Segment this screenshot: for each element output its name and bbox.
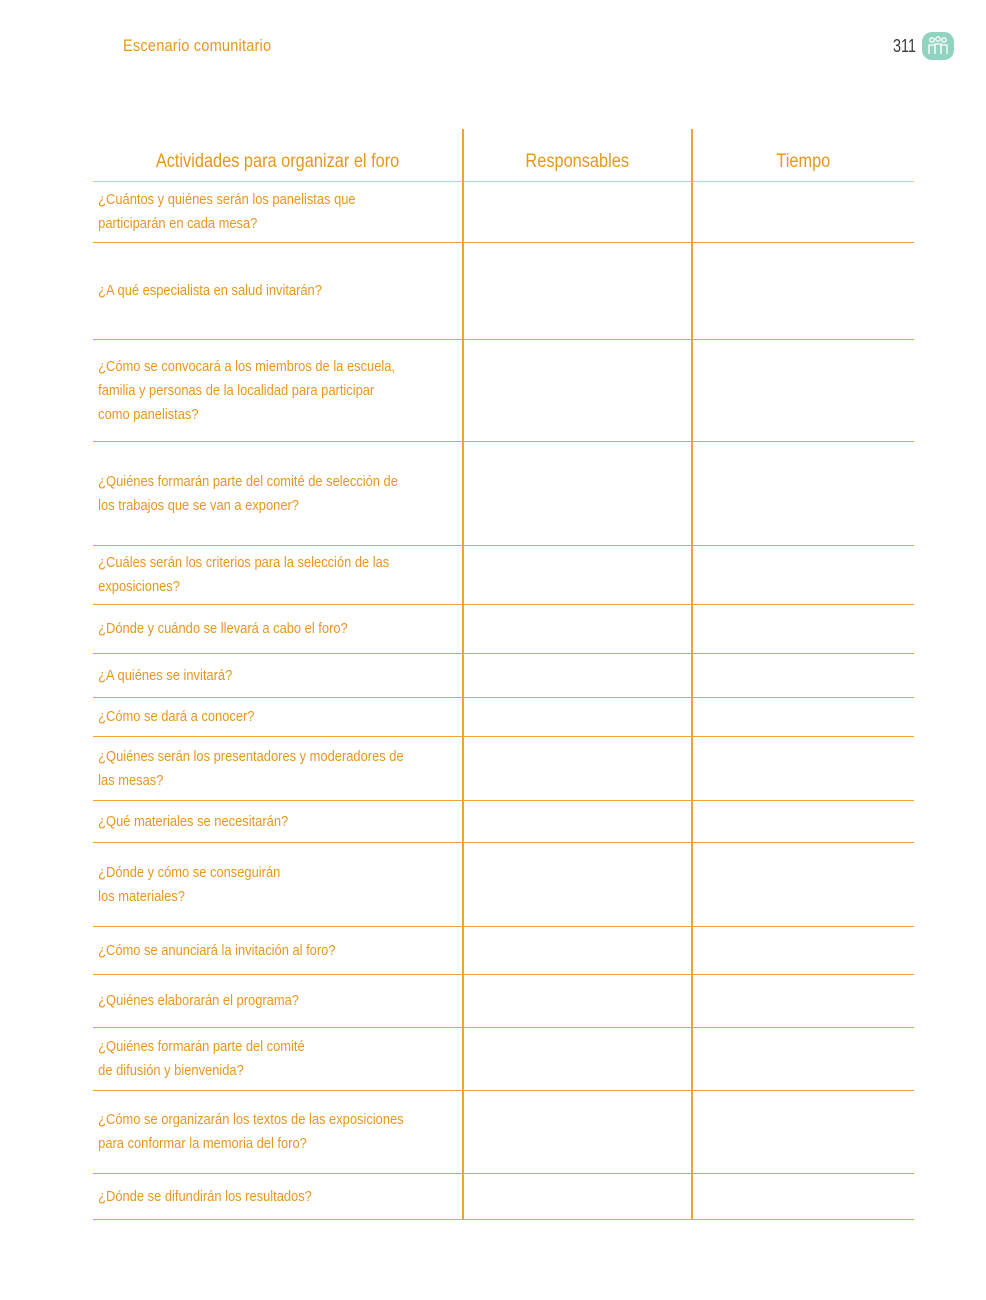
column-header-activities: Actividades para organizar el foro <box>93 129 463 182</box>
tiempo-cell[interactable] <box>692 975 914 1028</box>
responsables-cell[interactable] <box>463 340 692 442</box>
activity-cell: ¿Dónde y cómo se conseguirán los materiales? <box>93 843 463 927</box>
activity-cell: ¿Cómo se organizarán los textos de las exposiciones para conformar la memoria del foro? <box>93 1091 463 1174</box>
tiempo-cell[interactable] <box>692 546 914 605</box>
table-row <box>93 801 914 843</box>
tiempo-cell[interactable] <box>692 605 914 654</box>
responsables-cell[interactable] <box>463 975 692 1028</box>
table-row <box>93 975 914 1028</box>
table-header-row <box>93 129 914 182</box>
responsables-cell[interactable] <box>463 698 692 737</box>
responsables-cell[interactable] <box>463 546 692 605</box>
responsables-cell[interactable] <box>463 243 692 340</box>
responsables-cell[interactable] <box>463 927 692 975</box>
activity-cell: ¿Quiénes formarán parte del comité de selección de los trabajos que se van a exponer? <box>93 442 463 546</box>
activity-cell: ¿A qué especialista en salud invitarán? <box>93 243 463 340</box>
responsables-cell[interactable] <box>463 605 692 654</box>
table-row <box>93 546 914 605</box>
activity-cell: ¿A quiénes se invitará? <box>93 654 463 698</box>
responsables-cell[interactable] <box>463 442 692 546</box>
activity-cell: ¿Qué materiales se necesitarán? <box>93 801 463 843</box>
activity-cell: ¿Dónde y cuándo se llevará a cabo el foro? <box>93 605 463 654</box>
page-number: 311 <box>893 36 916 56</box>
activity-cell: ¿Quiénes elaborarán el programa? <box>93 975 463 1028</box>
tiempo-cell[interactable] <box>692 654 914 698</box>
table-row <box>93 654 914 698</box>
responsables-cell[interactable] <box>463 182 692 243</box>
tiempo-cell[interactable] <box>692 843 914 927</box>
tiempo-cell[interactable] <box>692 737 914 801</box>
responsables-cell[interactable] <box>463 801 692 843</box>
tiempo-cell[interactable] <box>692 182 914 243</box>
table-row <box>93 698 914 737</box>
activity-cell: ¿Cómo se convocará a los miembros de la escuela, familia y personas de la localidad para participar como panelistas? <box>93 340 463 442</box>
table-row <box>93 340 914 442</box>
table-row <box>93 1091 914 1174</box>
table-row <box>93 605 914 654</box>
tiempo-cell[interactable] <box>692 698 914 737</box>
column-header-tiempo: Tiempo <box>692 129 914 182</box>
tiempo-cell[interactable] <box>692 1091 914 1174</box>
tiempo-cell[interactable] <box>692 243 914 340</box>
table-row <box>93 1174 914 1220</box>
responsables-cell[interactable] <box>463 1028 692 1091</box>
activity-cell: ¿Quiénes serán los presentadores y moderadores de las mesas? <box>93 737 463 801</box>
responsables-cell[interactable] <box>463 843 692 927</box>
table-row <box>93 1028 914 1091</box>
activity-cell: ¿Cómo se anunciará la invitación al foro? <box>93 927 463 975</box>
activity-cell: ¿Cómo se dará a conocer? <box>93 698 463 737</box>
table-row <box>93 243 914 340</box>
tiempo-cell[interactable] <box>692 1028 914 1091</box>
tiempo-cell[interactable] <box>692 340 914 442</box>
tiempo-cell[interactable] <box>692 1174 914 1220</box>
table-row <box>93 182 914 243</box>
activity-cell: ¿Quiénes formarán parte del comité de difusión y bienvenida? <box>93 1028 463 1091</box>
activity-cell: ¿Cuáles serán los criterios para la selección de las exposiciones? <box>93 546 463 605</box>
table-row <box>93 737 914 801</box>
tiempo-cell[interactable] <box>692 442 914 546</box>
activity-table <box>93 129 914 1220</box>
responsables-cell[interactable] <box>463 1091 692 1174</box>
community-people-icon <box>922 32 954 60</box>
responsables-cell[interactable] <box>463 1174 692 1220</box>
column-header-responsables: Responsables <box>463 129 692 182</box>
activity-cell: ¿Dónde se difundirán los resultados? <box>93 1174 463 1220</box>
tiempo-cell[interactable] <box>692 927 914 975</box>
table-row <box>93 442 914 546</box>
activity-cell: ¿Cuántos y quiénes serán los panelistas que participarán en cada mesa? <box>93 182 463 243</box>
section-title: Escenario comunitario <box>123 36 272 55</box>
responsables-cell[interactable] <box>463 654 692 698</box>
responsables-cell[interactable] <box>463 737 692 801</box>
table-row <box>93 843 914 927</box>
table-row <box>93 927 914 975</box>
tiempo-cell[interactable] <box>692 801 914 843</box>
